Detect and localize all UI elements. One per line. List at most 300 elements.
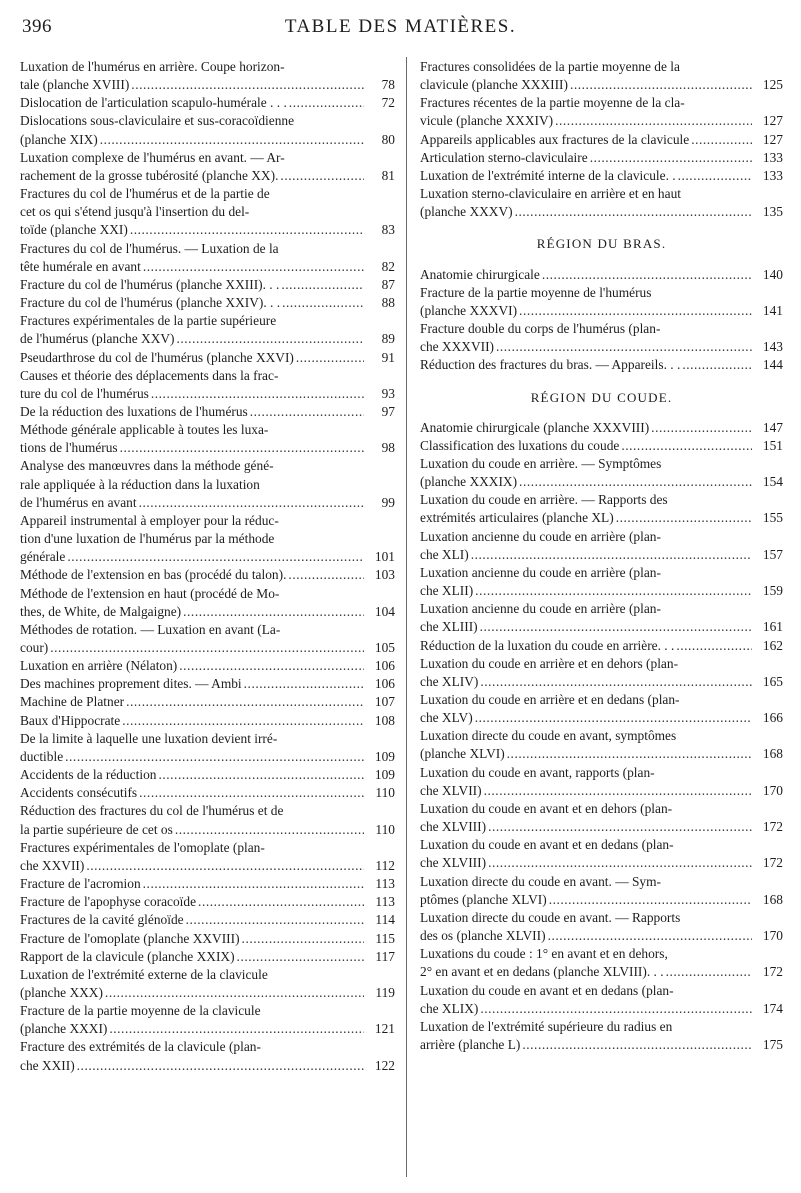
- entry-line: [420, 854, 783, 872]
- toc-entry: [420, 419, 783, 437]
- entry-line: [20, 875, 395, 893]
- dot-leader: [549, 891, 752, 909]
- dot-leader: [139, 784, 364, 802]
- entry-text: che XXVII): [20, 857, 85, 873]
- toc-entry: [420, 266, 783, 284]
- entry-line: [20, 548, 395, 566]
- dot-leader: [105, 984, 364, 1002]
- entry-line: [20, 221, 395, 239]
- entry-line: [20, 984, 395, 1002]
- toc-entry: [420, 655, 783, 691]
- entry-text: tête humérale en avant: [20, 258, 141, 274]
- dot-leader: [691, 131, 752, 149]
- dot-leader: [77, 1057, 364, 1075]
- entry-text: Fracture de la partie moyenne de l'humérus: [420, 284, 652, 300]
- entry-line: [20, 294, 395, 312]
- entry-text: Fractures récentes de la partie moyenne de la cla-: [420, 95, 685, 111]
- entry-line: [20, 276, 395, 294]
- entry-line: [20, 657, 395, 675]
- section-heading: RÉGION DU BRAS.: [536, 236, 667, 252]
- entry-text: che XLVIII): [420, 819, 487, 835]
- toc-right-column: [420, 58, 783, 1054]
- page-ref: 114: [375, 912, 395, 928]
- entry-line: [420, 637, 783, 655]
- toc-entry: [420, 356, 783, 374]
- page-ref: 110: [375, 821, 395, 837]
- entry-text: tions de l'humérus: [20, 440, 118, 456]
- entry-text: générale: [20, 549, 66, 565]
- dot-leader: [175, 821, 364, 839]
- entry-text: Dislocations sous-claviculaire et sus-coracoïdienne: [20, 113, 295, 129]
- toc-entry: [420, 909, 783, 945]
- dot-leader: [183, 603, 364, 621]
- toc-entry: [20, 294, 395, 312]
- dot-leader: [100, 131, 364, 149]
- page-ref: 151: [762, 437, 783, 453]
- page-ref: 115: [375, 930, 395, 946]
- toc-entry: [20, 784, 395, 802]
- entry-line: [420, 437, 783, 455]
- page-ref: 107: [374, 694, 395, 710]
- entry-text: Fracture du col de l'humérus (planche XXIV). . .: [20, 295, 281, 311]
- dot-leader: [109, 1020, 364, 1038]
- dot-leader: [86, 857, 364, 875]
- page-ref: 91: [381, 349, 395, 365]
- entry-text: Appareil instrumental à employer pour la réduc-: [20, 512, 279, 528]
- entry-text: Analyse des manœuvres dans la méthode géné-: [20, 458, 274, 474]
- entry-text: clavicule (planche XXXIII): [420, 77, 568, 93]
- page-ref: 141: [762, 302, 783, 318]
- entry-line: [420, 818, 783, 836]
- entry-text: Appareils applicables aux fractures de la clavicule: [420, 131, 690, 147]
- entry-text: Fractures du col de l'humérus. — Luxation de la: [20, 240, 279, 256]
- toc-entry: [420, 564, 783, 600]
- entry-text: Luxation ancienne du coude en arrière (plan-: [420, 601, 661, 617]
- dot-leader: [480, 673, 752, 691]
- entry-line: [20, 766, 395, 784]
- entry-line: [420, 582, 783, 600]
- page-ref: 109: [374, 767, 395, 783]
- dot-leader: [616, 509, 752, 527]
- entry-text: Fractures consolidées de la partie moyenne de la: [420, 59, 680, 74]
- page-ref: 97: [381, 403, 395, 419]
- page-ref: 159: [762, 583, 783, 599]
- entry-line: [420, 266, 783, 284]
- toc-entry: [20, 185, 395, 239]
- entry-text: Méthodes de rotation. — Luxation en avant (La-: [20, 621, 281, 637]
- page-ref: 110: [375, 785, 395, 801]
- dot-leader: [179, 657, 364, 675]
- toc-entry: [20, 730, 395, 766]
- page-ref: 133: [762, 167, 783, 183]
- entry-text: (planche XXX): [20, 984, 103, 1000]
- entry-line: [20, 603, 395, 621]
- dot-leader: [519, 473, 752, 491]
- entry-text: Fracture double du corps de l'humérus (plan-: [420, 321, 661, 337]
- entry-text: Luxations du coude : 1° en avant et en dehors,: [420, 946, 668, 962]
- entry-text: Luxation du coude en avant, rapports (plan-: [420, 764, 655, 780]
- page-ref: 168: [762, 746, 783, 762]
- running-title: TABLE DES MATIÈRES.: [284, 16, 517, 37]
- entry-line: [20, 857, 395, 875]
- toc-entry: [420, 185, 783, 221]
- entry-line: [20, 748, 395, 766]
- entry-text: Pseudarthrose du col de l'humérus (planche XXVI): [20, 349, 294, 365]
- page-ref: 162: [762, 637, 783, 653]
- dot-leader: [682, 356, 752, 374]
- entry-text: thes, de White, de Malgaigne): [20, 603, 182, 619]
- toc-entry: [20, 948, 395, 966]
- entry-text: Fracture de l'acromion: [20, 876, 141, 892]
- page-ref: 113: [375, 876, 395, 892]
- entry-text: Luxation ancienne du coude en arrière (plan-: [420, 528, 661, 544]
- page-ref: 172: [762, 964, 783, 980]
- entry-text: Causes et théorie des déplacements dans la frac-: [20, 367, 279, 383]
- entry-text: Fractures du col de l'humérus et de la partie de: [20, 186, 270, 202]
- entry-line: [20, 258, 395, 276]
- page-ref: 83: [381, 222, 395, 238]
- toc-entry: [20, 112, 395, 148]
- page-ref: 161: [762, 619, 783, 635]
- entry-text: Luxation complexe de l'humérus en avant. — Ar-: [20, 149, 285, 165]
- entry-line: [20, 494, 395, 512]
- entry-text: ptômes (planche XLVI): [420, 891, 547, 907]
- entry-text: Luxation de l'extrémité supérieure du radius en: [420, 1018, 673, 1034]
- entry-text: Articulation sterno-claviculaire: [420, 149, 588, 165]
- page-ref: 135: [762, 204, 783, 220]
- dot-leader: [507, 745, 752, 763]
- entry-line: [420, 167, 783, 185]
- entry-line: [420, 131, 783, 149]
- toc-entry: [20, 893, 395, 911]
- dot-leader: [151, 385, 364, 403]
- entry-text: tion d'une luxation de l'humérus par la méthode: [20, 531, 275, 547]
- dot-leader: [122, 712, 364, 730]
- entry-line: [20, 911, 395, 929]
- entry-text: Luxation sterno-claviculaire en arrière et en haut: [420, 186, 681, 202]
- page-ref: 87: [381, 276, 395, 292]
- dot-leader: [198, 893, 364, 911]
- entry-line: [420, 618, 783, 636]
- entry-line: [20, 821, 395, 839]
- dot-leader: [475, 709, 752, 727]
- toc-entry: [20, 585, 395, 621]
- section-heading: RÉGION DU COUDE.: [530, 389, 673, 405]
- entry-text: Des machines proprement dites. — Ambi: [20, 676, 242, 692]
- entry-text: des os (planche XLVII): [420, 928, 546, 944]
- dot-leader: [570, 76, 752, 94]
- toc-entry: [20, 766, 395, 784]
- entry-text: toïde (planche XXI): [20, 222, 128, 238]
- page-ref: 105: [374, 640, 395, 655]
- entry-text: ductible: [20, 748, 64, 764]
- entry-line: [420, 302, 783, 320]
- entry-text: Luxation en arrière (Nélaton): [20, 658, 178, 674]
- toc-entry: [20, 457, 395, 511]
- toc-entry: [420, 131, 783, 149]
- dot-leader: [130, 221, 364, 239]
- entry-line: [20, 1020, 395, 1038]
- page-ref: 172: [762, 819, 783, 835]
- toc-entry: [420, 284, 783, 320]
- toc-entry: [420, 58, 783, 94]
- dot-leader: [250, 403, 364, 421]
- entry-text: Rapport de la clavicule (planche XXIX): [20, 948, 235, 964]
- entry-text: Luxation du coude en arrière et en dedans (plan-: [420, 692, 680, 707]
- entry-line: [20, 94, 395, 112]
- toc-entry: [420, 455, 783, 491]
- entry-text: che XLII): [420, 583, 474, 599]
- entry-text: che XLIX): [420, 1000, 479, 1016]
- toc-entry: [20, 1002, 395, 1038]
- entry-text: Classification des luxations du coude: [420, 437, 620, 453]
- entry-line: [20, 76, 395, 94]
- page-ref: 168: [762, 891, 783, 907]
- page-ref: 127: [762, 131, 783, 147]
- dot-leader: [548, 927, 752, 945]
- entry-text: de l'humérus (planche XXV): [20, 331, 175, 347]
- dot-leader: [186, 911, 364, 929]
- dot-leader: [177, 330, 365, 348]
- entry-text: Fracture de l'apophyse coracoïde: [20, 894, 197, 910]
- toc-entry: [20, 802, 395, 838]
- page-ref: 89: [381, 331, 395, 347]
- dot-leader: [280, 167, 364, 185]
- entry-line: [20, 439, 395, 457]
- entry-text: Réduction des fractures du bras. — Appareils. . .: [420, 357, 681, 373]
- entry-line: [20, 639, 395, 657]
- entry-line: [420, 203, 783, 221]
- entry-line: [420, 356, 783, 374]
- page-ref: 170: [762, 928, 783, 944]
- entry-text: Accidents consécutifs: [20, 785, 138, 801]
- entry-line: [20, 930, 395, 948]
- page-ref: 117: [375, 948, 395, 964]
- entry-text: la partie supérieure de cet os: [20, 821, 173, 837]
- toc-entry: [20, 403, 395, 421]
- page-ref: 112: [375, 857, 395, 873]
- entry-line: [20, 349, 395, 367]
- page-ref: 154: [762, 474, 783, 490]
- toc-entry: [420, 691, 783, 727]
- toc-entry: [20, 276, 395, 294]
- page-ref: 106: [374, 658, 395, 674]
- entry-text: tale (planche XVIII): [20, 77, 130, 93]
- entry-text: Méthode générale applicable à toutes les luxa-: [20, 422, 269, 438]
- page-ref: 174: [762, 1000, 783, 1016]
- entry-text: Luxation du coude en avant et en dedans (plan-: [420, 982, 674, 998]
- entry-line: [420, 419, 783, 437]
- entry-text: Fractures expérimentales de la partie supérieure: [20, 313, 277, 329]
- page-ref: 144: [762, 357, 783, 373]
- toc-entry: [20, 240, 395, 276]
- entry-text: Luxation directe du coude en avant, symptômes: [420, 728, 677, 744]
- dot-leader: [139, 494, 364, 512]
- dot-leader: [126, 693, 364, 711]
- entry-text: Anatomie chirurgicale (planche XXXVIII): [420, 419, 650, 435]
- entry-text: De la limite à laquelle une luxation devient irré-: [20, 730, 278, 746]
- toc-entry: [420, 1018, 783, 1054]
- toc-entry: [20, 966, 395, 1002]
- dot-leader: [282, 294, 364, 312]
- entry-text: vicule (planche XXXIV): [420, 113, 554, 129]
- entry-text: Luxation du coude en avant et en dedans (plan-: [420, 837, 674, 853]
- toc-left-column: [20, 58, 395, 1075]
- page-ref: 157: [762, 546, 783, 562]
- toc-entry: [20, 421, 395, 457]
- toc-entry: [420, 873, 783, 909]
- dot-leader: [67, 548, 364, 566]
- column-divider: [406, 57, 407, 1177]
- entry-text: Fractures de la cavité glénoïde: [20, 912, 184, 928]
- toc-entry: [420, 94, 783, 130]
- dot-leader: [488, 818, 752, 836]
- dot-leader: [475, 582, 752, 600]
- page-header: [0, 10, 801, 40]
- entry-text: (planche XXXV): [420, 204, 513, 220]
- dot-leader: [50, 639, 364, 657]
- entry-text: Luxation directe du coude en avant. — Rapports: [420, 909, 681, 925]
- entry-text: Luxation de l'extrémité externe de la clavicule: [20, 966, 268, 982]
- entry-line: [20, 948, 395, 966]
- page-ref: 78: [381, 77, 395, 93]
- entry-text: Luxation ancienne du coude en arrière (plan-: [420, 564, 661, 580]
- entry-text: che XLVIII): [420, 855, 487, 871]
- entry-text: Fracture des extrémités de la clavicule (plan-: [20, 1039, 261, 1055]
- page-ref: 103: [374, 567, 395, 583]
- toc-entry: [420, 149, 783, 167]
- toc-entry: [420, 167, 783, 185]
- toc-entry: [20, 911, 395, 929]
- entry-text: Réduction des fractures du col de l'humérus et de: [20, 803, 284, 819]
- entry-line: [420, 709, 783, 727]
- toc-entry: [420, 600, 783, 636]
- toc-entry: [20, 657, 395, 675]
- entry-text: (planche XLVI): [420, 746, 505, 762]
- toc-entry: [20, 58, 395, 94]
- entry-text: Luxation directe du coude en avant. — Sym-: [420, 873, 661, 889]
- page-ref: 80: [381, 131, 395, 147]
- toc-entry: [420, 528, 783, 564]
- entry-text: ture du col de l'humérus: [20, 385, 149, 401]
- toc-entry: [20, 566, 395, 584]
- page-ref: 81: [381, 167, 395, 183]
- toc-entry: [20, 312, 395, 348]
- page-ref: 121: [374, 1021, 395, 1037]
- entry-text: (planche XXXVI): [420, 302, 518, 318]
- toc-entry: [420, 764, 783, 800]
- toc-entry: [20, 512, 395, 566]
- entry-line: [20, 693, 395, 711]
- entry-line: [420, 891, 783, 909]
- toc-entry: [420, 836, 783, 872]
- entry-text: che XLVII): [420, 782, 482, 798]
- toc-entry: [20, 675, 395, 693]
- entry-text: Fractures expérimentales de l'omoplate (plan-: [20, 839, 265, 855]
- page-ref: 93: [381, 385, 395, 401]
- entry-text: cour): [20, 640, 49, 655]
- page-ref: 101: [374, 549, 395, 565]
- entry-line: [20, 131, 395, 149]
- entry-text: Méthode de l'extension en haut (procédé de Mo-: [20, 585, 280, 601]
- toc-entry: [20, 349, 395, 367]
- page-ref: 147: [762, 419, 783, 435]
- page-ref: 166: [762, 710, 783, 726]
- dot-leader: [471, 546, 752, 564]
- entry-line: [20, 893, 395, 911]
- entry-text: arrière (planche L): [420, 1036, 521, 1052]
- entry-text: Méthode de l'extension en bas (procédé du talon).: [20, 567, 287, 583]
- entry-line: [420, 927, 783, 945]
- page-ref: 113: [375, 894, 395, 910]
- dot-leader: [522, 1036, 752, 1054]
- toc-entry: [20, 930, 395, 948]
- entry-text: extrémités articulaires (planche XL): [420, 510, 614, 526]
- page-ref: 125: [762, 77, 783, 93]
- page-ref: 82: [381, 258, 395, 274]
- entry-line: [20, 675, 395, 693]
- entry-text: che XLIV): [420, 673, 479, 689]
- toc-entry: [420, 945, 783, 981]
- dot-leader: [590, 149, 752, 167]
- page-ref: 155: [762, 510, 783, 526]
- page-ref: 143: [762, 339, 783, 355]
- entry-text: Anatomie chirurgicale: [420, 266, 540, 282]
- dot-leader: [289, 94, 364, 112]
- dot-leader: [237, 948, 364, 966]
- entry-text: Accidents de la réduction: [20, 767, 157, 783]
- page-ref: 122: [374, 1057, 395, 1073]
- page-ref: 104: [374, 603, 395, 619]
- dot-leader: [666, 963, 752, 981]
- entry-line: [420, 76, 783, 94]
- entry-text: che XLV): [420, 710, 473, 726]
- entry-text: rale appliquée à la réduction dans la luxation: [20, 476, 260, 492]
- entry-line: [420, 963, 783, 981]
- entry-line: [420, 673, 783, 691]
- page-ref: 170: [762, 782, 783, 798]
- entry-line: [420, 149, 783, 167]
- toc-entry: [20, 367, 395, 403]
- page-ref: 172: [762, 855, 783, 871]
- dot-leader: [621, 437, 752, 455]
- page-ref: 109: [374, 748, 395, 764]
- dot-leader: [143, 875, 364, 893]
- toc-entry: [20, 149, 395, 185]
- page-ref: 88: [381, 295, 395, 311]
- entry-line: [420, 1000, 783, 1018]
- page-ref: 99: [381, 494, 395, 510]
- entry-text: cet os qui s'étend jusqu'à l'insertion du del-: [20, 204, 250, 220]
- dot-leader: [296, 349, 364, 367]
- entry-text: rachement de la grosse tubérosité (planche XX).: [20, 167, 279, 183]
- entry-text: (planche XIX): [20, 131, 98, 147]
- toc-entry: [20, 712, 395, 730]
- entry-line: [420, 112, 783, 130]
- toc-entry: [420, 800, 783, 836]
- dot-leader: [488, 854, 752, 872]
- page-ref: 133: [762, 149, 783, 165]
- toc-entry: [20, 621, 395, 657]
- dot-leader: [678, 167, 752, 185]
- dot-leader: [288, 566, 364, 584]
- entry-text: Fracture du col de l'humérus (planche XXIII). . .: [20, 276, 280, 292]
- dot-leader: [281, 276, 364, 294]
- dot-leader: [480, 1000, 752, 1018]
- entry-line: [420, 546, 783, 564]
- entry-text: Luxation du coude en avant et en dehors (plan-: [420, 800, 673, 816]
- entry-line: [420, 338, 783, 356]
